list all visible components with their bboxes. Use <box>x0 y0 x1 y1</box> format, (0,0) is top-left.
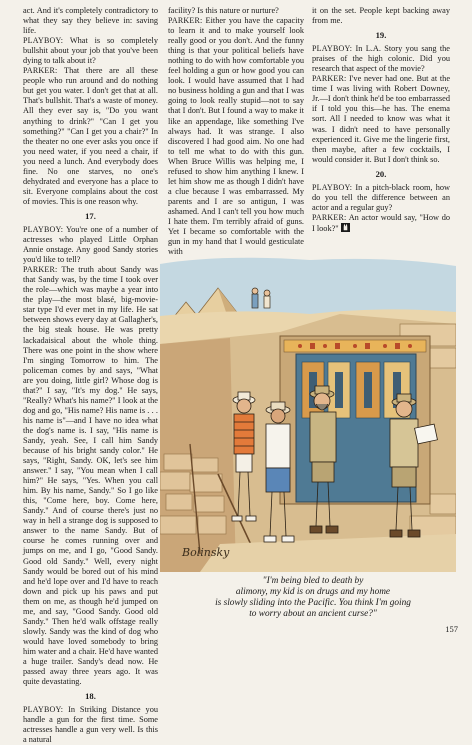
page-number: 157 <box>445 624 458 634</box>
cartoon-caption: "I'm being bled to death by alimony, my kid is on drugs and my home is slowly sliding into the Pacific. You think I'm going to worry about an ancient curse?" <box>215 576 411 619</box>
paragraph: facility? Is this nature or nurture? <box>168 6 279 15</box>
question-number: 17. <box>85 210 96 221</box>
question-number: 19. <box>375 30 387 41</box>
paragraph: PLAYBOY: You're one of a number of actresses who played Little Orphan Annie onstage. Any good Sandy stories you'd like to tell? <box>23 224 158 265</box>
paragraph: PLAYBOY: In L.A. Story you sang the praises of the high colonic. Did you research that aspect of the movie? <box>312 44 450 74</box>
paragraph: it on the set. People kept backing away from me. <box>312 6 450 26</box>
speaker-label: PARKER: <box>23 265 58 275</box>
paragraph: PARKER: That there are all these people who run around and do nothing but get you water. I don't get that at all. That's bullshit. That's a waste of money. All they ever say is, "Do you want anything to drink?" "Can I get you something?" "Can I get you a chair?" In the theater no one ever asks you once if you need water, if you need a chair, if you need a lunch. And everybody does fine. No one starves, no one's dehydrated and everyone has a place to sit. Everyone complains about the cost of movies. This is one reason why. <box>23 66 158 206</box>
cartoon-signature: Bolinsky <box>182 546 230 559</box>
question-number: 18. <box>85 691 96 702</box>
speaker-label: PARKER: <box>23 66 58 76</box>
paragraph: PLAYBOY: What is so completely bullshit about your job that you've been dying to talk about it? <box>23 36 158 66</box>
paragraph: PLAYBOY: In a pitch-black room, how do you tell the difference between an actor and a regular guy? <box>312 182 450 212</box>
column-1 <box>23 6 158 745</box>
speaker-label: PARKER: <box>312 74 347 84</box>
column-3 <box>312 6 450 234</box>
speaker-label: PLAYBOY: <box>23 36 64 46</box>
column-2 <box>168 6 304 257</box>
speaker-label: PLAYBOY: <box>312 182 353 192</box>
paragraph: PARKER: I've never had one. But at the time I was living with Robert Downey, Jr.—I don't think he'd be too embarrassed if I told you this—he has. The enema sort. All I needed to know was what it was. I didn't need to have personally experienced it. Give me the lingerie first, then maybe, after a few cocktails, I would consider it. But I don't think so. <box>312 74 450 164</box>
question-number: 20. <box>375 168 387 179</box>
paragraph: act. And it's completely contradictory to what they say they believe in: saving life. <box>23 6 158 36</box>
speaker-label: PLAYBOY: <box>23 705 64 715</box>
paragraph: PLAYBOY: In Striking Distance you handle a gun for the first time. Some actresses handle a gun very well. Is this a natural <box>23 705 158 745</box>
paragraph: PARKER: The truth about Sandy was that Sandy was, by the time I took over the role—which was maybe a year into the play—the most blasé, big-movie-star type I'd ever met in my life. He sat between shows every day at Gallagher's, the big steak house. He was pretty lackadaisical about the whole thing. There was one point in the show where I'm singing Tomorrow to him. The policeman comes by and says, "What are you doing, little girl? Whose dog is that?" I say, "It's my dog." He says, "Really? What's his name?" I look at the dog and go, "His name? His name is . . . his name is"—and I have no idea what the dog's name is. I say, "His name is Sandy, yeah. See, I call him Sandy because of his bright sandy color." He says, "Right, Sandy. OK, let's see him answer." I say, "You mean when I call him?" He says, "Yes. When you call him. By his name, Sandy." So I go like this, "Come here, boy. Come here, Sandy." And of course there's just no way in hell a strange dog is supposed to answer to the name Sandy. But of course he comes running over and jumps on me, and I go, "Good Sandy. Good old Sandy." Well, every night Sandy would be bored out of his mind and he'd lope over and I'd have to reach down and pick up his paws and put them on me, as though he'd jumped on me, and say, "Good Sandy. Good old Sandy." Then he'd walk offstage really slowly. Sandy was the kind of dog who would have loved somebody to bring him water and a chair. He'd have wanted a huge trailer. Sandy's dead now. He passed away three years ago. It was quite devastating. <box>23 265 158 687</box>
playboy-bunny-icon <box>341 223 350 232</box>
speaker-label: PARKER: <box>312 212 347 222</box>
cartoon-illustration <box>160 254 456 572</box>
speaker-label: PLAYBOY: <box>23 224 64 234</box>
paragraph: PARKER: Either you have the capacity to learn it and to make yourself look really good or you don't. And the funny thing is that your political beliefs have nothing to do with how comfortable you feel holding a gun or how good you can look. I would have assumed that I had no business holding a gun and that I was going to look really stupid—not to say that I don't. But I found a way to make it like an appendage, like something I've always had. It was strange. I also discovered I had good aim. No one had to tell me what to do with this gun. When Bruce Willis was helping me, I refused to show him anything I knew. I let him show me as though I didn't have a clue because I was embarrassed. My parents and I are so antigun, I was ashamed. And I can't tell you how much I hate them. I'm terribly afraid of guns. Yet I became so comfortable with the gun in my hand that I would gesticulate with <box>168 16 304 257</box>
speaker-label: PLAYBOY: <box>312 44 353 54</box>
speaker-label: PARKER: <box>168 16 203 26</box>
paragraph: PARKER: An actor would say, "How do I look?" <box>312 212 450 233</box>
